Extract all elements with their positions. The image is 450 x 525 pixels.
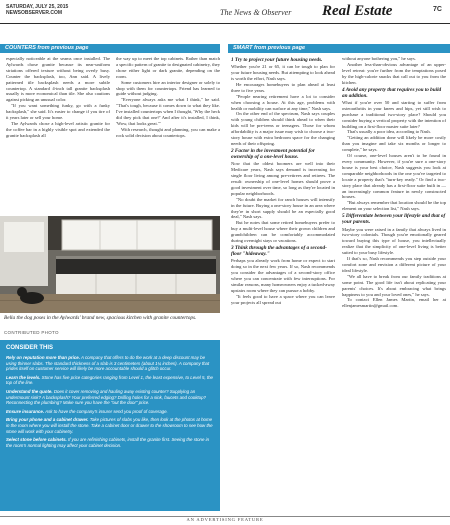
consider-title: CONSIDER THIS bbox=[6, 345, 54, 351]
tip-heading: 4 Avoid any property that requires you to build an addition. bbox=[342, 86, 442, 99]
tip-heading: 1 Try to project your future housing needs. bbox=[231, 57, 323, 63]
smart-jump-bar bbox=[228, 44, 450, 53]
masthead bbox=[0, 0, 450, 24]
article-paragraph: especially noticeable at the seams once installed. The Aylwards chose granite because its near-uniform striations offered texture without being overly busy. Counter the backsplash, too, Ann said. A lively patterned tile backsplash needs a more subtle countertop. A standard 4-inch tall granite backsplash usually is more economical than tile. She also cautions against picking an unusual color. bbox=[6, 56, 110, 103]
article-paragraph: "Getting an addition done will likely be more costly than you imagine and take six months or longer to complete," he says. bbox=[342, 135, 446, 153]
footer-label: AN ADVERTISING FEATURE bbox=[182, 517, 267, 522]
consider-tip bbox=[6, 375, 214, 386]
masthead-section-title: Real Estate bbox=[322, 3, 393, 19]
article-paragraph: Now that the oldest boomers are well into their Medicare years, Nash says demand is increasing for single floor living among pre-retirees and retirees. The result: ownership of one-level homes should prove a good investment over time, so long as they're located in popular neighborhoods. bbox=[231, 161, 335, 196]
article-paragraph: He encourages homebuyers to plan ahead at least three to five years. bbox=[231, 81, 335, 93]
article-paragraph: "People nearing retirement have a lot to consider when choosing a house. At this age, problems with health or mobility can surface at any time," Nash says. bbox=[231, 93, 335, 111]
kitchen-photo-illustration bbox=[0, 216, 220, 313]
masthead-dateline bbox=[6, 4, 68, 16]
article-paragraph: The Aylwards chose a high-level artistic granite for the coffee bar in a highly visible spot and extended the granite backsplash all bbox=[6, 120, 110, 138]
article-paragraph: Another less-than-obvious advantage of an upper-level retreat: you're further from the temptations posed by the high-calorie snacks that call out to you from the kitchen. bbox=[342, 61, 446, 85]
tip-text: Ask to have the company's insurer send you proof of coverage. bbox=[45, 408, 168, 414]
tip-text: Stone has five price categories ranging from Level 1, the least expensive, to Level 5, the top of the line. bbox=[6, 374, 213, 386]
article-paragraph: To contact Ellen James Martin, email her at ellenjamesmartin@gmail.com. bbox=[342, 297, 446, 309]
counters-column-1 bbox=[6, 56, 110, 214]
smart-column-2 bbox=[342, 56, 446, 508]
article-paragraph: What if you're over 50 and starting to suffer from osteoarthritis in your knees and hips, yet still wish to purchase a traditional two-story place? Should you consider buying a vertical property with the intention of building on a first-floor master suite later? bbox=[342, 99, 446, 129]
tip-lead: Learn the levels. bbox=[6, 374, 41, 380]
article-paragraph: the way up to meet the top cabinets. Rather than match a specific pattern of granite to designated cabinetry, they chose either light or dark granite, depending on the room. bbox=[116, 56, 220, 79]
article-paragraph: Whether you're 21 or 65, it can be tough to plan for your future housing needs. But attempting to look ahead is worth the effort, Nash says. bbox=[231, 64, 335, 82]
article-paragraph: Maybe you were raised in a family that always lived in two-story colonials. Though you're emotionally geared toward buying this type of house, you intellectually realize that the simplicity of one-level living is better suited to your busy lifestyle. bbox=[342, 226, 446, 256]
article-paragraph: "If you want something funky, go with a funky backsplash," she said. It's easier to change if you tire of it years later or sell your home. bbox=[6, 103, 110, 121]
tip-lead: Bring your phone and a cabinet drawer. bbox=[6, 417, 89, 423]
consider-tip bbox=[6, 409, 214, 415]
consider-tip bbox=[6, 417, 214, 434]
tip-text: A company that offers to do the work at a deep discount may be using thinner slabs. The standard thickness of a slab is 3 centimeters (about 1¼ inches). A company that prides itself on customer service will likely be more accountable should a glitch occur. bbox=[6, 355, 210, 372]
article-paragraph: Of course, one-level houses aren't to be found in every community. However, if you're sure a one-story house is your best choice, Nash suggests you look at comparable neighborhoods in the one you've targeted to locate a property that's "turn-key ready." Or find a two-story place that already has a first-floor suite built in — an increasingly common feature in newly constructed houses. bbox=[342, 153, 446, 200]
article-paragraph: "But always remember that location should be the top element on your selection list," Nash says. bbox=[342, 200, 446, 212]
tip-text: Does it cover removing and hauling away existing counter? Supplying an undermount sink? A backsplash? Your preferred edging? Drilling holes for a sink, faucets and cooktop? Reconnecting the plumbing? Make sure you have the "out the door" price. bbox=[6, 388, 206, 406]
tip-lead: Ensure insurance. bbox=[6, 408, 45, 414]
counters-column-2 bbox=[116, 56, 220, 214]
masthead-paper-name: The News & Observer bbox=[220, 8, 292, 17]
article-paragraph: On the other end of the spectrum, Nash says couples with young children should think ahead to when their kids will be pre-teens or teenagers. Those for whom affordability is a major issue may wish to choose a two-story house with extra bedroom space for the changing needs of their offspring. bbox=[231, 111, 335, 146]
consider-tip bbox=[6, 355, 214, 372]
tip-lead: Understand the quote. bbox=[6, 388, 53, 394]
article-paragraph: without anyone bothering you," he says. bbox=[342, 56, 416, 61]
tip-heading: 5 Differentiate between your lifestyle and that of your parents. bbox=[342, 213, 446, 226]
photo-credit: CONTRIBUTED PHOTO bbox=[4, 330, 59, 335]
article-paragraph: With research, thought and planning, you can make a rock solid decision about countertops. bbox=[116, 126, 220, 138]
consider-tip bbox=[6, 437, 214, 448]
tip-heading: 2 Factor in the investment potential for ownership of a one-level house. bbox=[231, 147, 315, 161]
masthead-page-number: 7C bbox=[433, 6, 442, 13]
article-paragraph: "Everyone always asks me what I think," he said. "That's tough, because it comes down to what they like. I've installed countertops when I thought, 'Why the heck did they pick that one?' And after it's installed, I think, 'Wow, that looks great.'" bbox=[116, 97, 220, 126]
photo-caption: Bella the dog poses in the Aylwards' brand new, spacious kitchen with granite countertops. bbox=[4, 315, 197, 321]
article-paragraph: That's usually a poor idea, according to Nash. bbox=[347, 129, 431, 135]
tip-heading: 3 Think through the advantages of a second-floor "hideaway." bbox=[231, 244, 327, 258]
smart-column-1 bbox=[231, 56, 335, 508]
article-paragraph: "It feels good to have a space where you can leave your projects all spread out bbox=[231, 293, 335, 305]
article-paragraph: Some customers hire an interior designer or solely to shop with them for countertops. Friend has learned to guide without judging. bbox=[116, 79, 220, 97]
consider-tip bbox=[6, 389, 214, 406]
footer bbox=[0, 517, 450, 522]
article-paragraph: If that's so, Nash recommends you step outside your comfort zone and envision a different picture of your ideal lifestyle. bbox=[342, 256, 446, 273]
kitchen-photo bbox=[0, 216, 220, 313]
smart-jump-label: SMART from previous page bbox=[233, 45, 306, 51]
tip-text: If you are refinishing cabinets, install the granite first. Seeing the stone in the room's normal lighting may affect your cabinet decision. bbox=[6, 437, 210, 448]
article-paragraph: But he notes that some retired homebuyers prefer to buy a multi-level house where their grown children and grandchildren can be comfortably accommodated during overnight stays or vacations. bbox=[231, 220, 335, 244]
tip-lead: Select stone before cabinets. bbox=[6, 437, 67, 443]
masthead-date: SATURDAY, JULY 25, 2015 bbox=[6, 4, 69, 10]
article-paragraph: "We all have to break from our family traditions at some point. The good life isn't about replicating your parents' choices. It's about embracing what brings happiness to you and your loved ones," he says. bbox=[342, 273, 446, 297]
tip-text: Take pictures of slabs you like, then look at the photos at home in the room where you will install the stone. Take a cabinet door or drawer to the showroom to see how the stone will work with your cabinetry. bbox=[6, 417, 213, 434]
article-paragraph: "No doubt the market for ranch houses will intensify in the future. Buying a one-story house in an area where they're in short supply should be an especially good deal," Nash says. bbox=[231, 196, 335, 220]
masthead-site: NEWSOBSERVER.COM bbox=[6, 10, 63, 16]
article-paragraph: Perhaps you already work from home or expect to start doing so in the next few years. If so, Nash recommends you consider the advantages of a second-story office where you can concentrate with few interruptions. For similar reasons, many homeowners enjoy a tucked-away upstairs room where they can pursue a hobby. bbox=[231, 258, 335, 293]
tip-lead: Rely on reputation more than price. bbox=[6, 355, 80, 360]
consider-this-box bbox=[0, 340, 220, 511]
counters-jump-label: COUNTERS from previous page bbox=[5, 45, 89, 51]
counters-jump-bar bbox=[0, 44, 220, 53]
